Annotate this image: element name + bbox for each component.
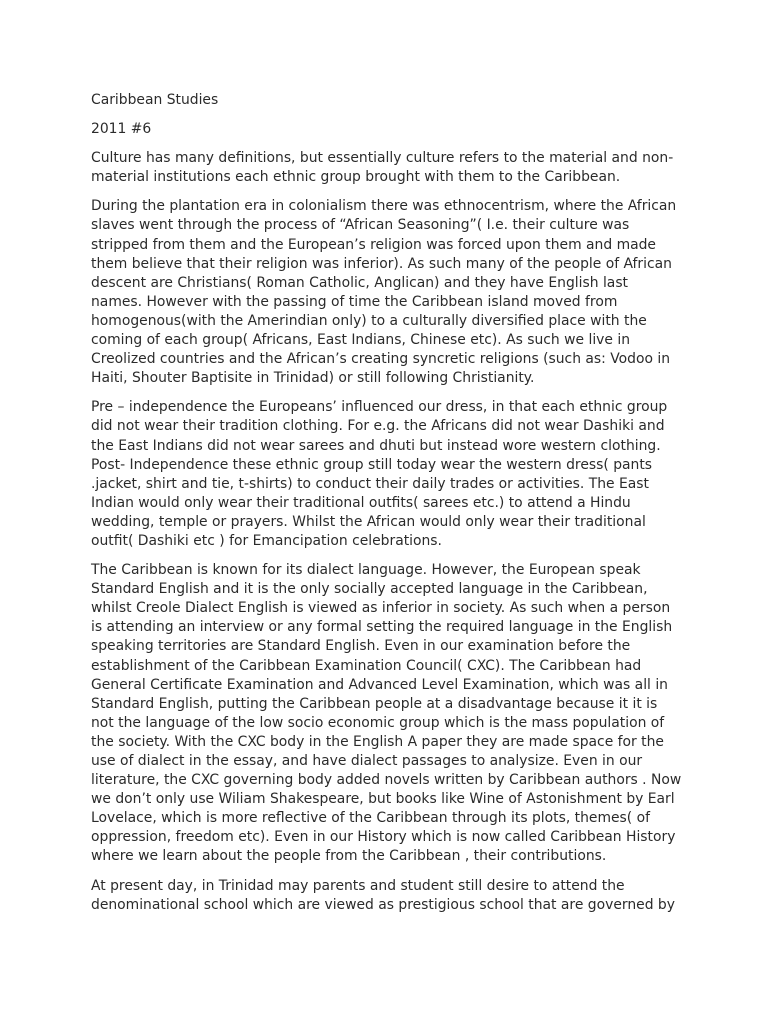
paragraph-line: names. However with the passing of time the Caribbean island moved from <box>91 293 618 310</box>
paragraph-line: the society. With the CXC body in the English A paper they are made space for the <box>91 733 664 750</box>
paragraph-line: them believe that their religion was inferior). As such many of the people of African <box>91 255 672 272</box>
paragraph-line: Pre – independence the Europeans’ influenced our dress, in that each ethnic group <box>91 399 668 416</box>
paragraph-line: During the plantation era in colonialism there was ethnocentrism, where the African <box>91 198 677 215</box>
paragraph-line: slaves went through the process of “African Seasoning”( I.e. their culture was <box>91 217 630 234</box>
paragraph-line: General Certificate Examination and Advanced Level Examination, which was all in <box>91 676 668 693</box>
paragraphs-container <box>91 149 689 915</box>
body-paragraph <box>91 197 689 388</box>
paragraph-line: Creolized countries and the African’s creating syncretic religions (such as: Vodoo in <box>91 351 671 368</box>
paragraph-line: did not wear their tradition clothing. For e.g. the Africans did not wear Dashiki and <box>91 418 665 435</box>
body-paragraph <box>91 149 689 187</box>
paragraph-line: establishment of the Caribbean Examination Council( CXC). The Caribbean had <box>91 657 642 674</box>
paragraph-line: stripped from them and the European’s religion was forced upon them and made <box>91 236 656 253</box>
paragraph-line: not the language of the low socio economic group which is the mass population of <box>91 714 665 731</box>
paragraph-line: speaking territories are Standard English. Even in our examination before the <box>91 638 631 655</box>
paragraph-line: literature, the CXC governing body added novels written by Caribbean authors . Now <box>91 772 682 789</box>
paragraph-line: wedding, temple or prayers. Whilst the African would only wear their traditional <box>91 513 646 530</box>
paragraph-line: the East Indians did not wear sarees and dhuti but instead wore western clothing. <box>91 437 661 454</box>
paragraph-line: descent are Christians( Roman Catholic, Anglican) and they have English last <box>91 274 628 291</box>
paragraph-line: denominational school which are viewed as prestigious school that are governed by <box>91 896 675 913</box>
paragraph-line: where we learn about the people from the Caribbean , their contributions. <box>91 848 607 865</box>
body-paragraph <box>91 877 689 915</box>
document-subtitle: 2011 #6 <box>91 121 152 138</box>
paragraph-line: oppression, freedom etc). Even in our History which is now called Caribbean History <box>91 829 676 846</box>
paragraph-line: Culture has many definitions, but essentially culture refers to the material and non- <box>91 150 674 167</box>
body-paragraph <box>91 561 689 867</box>
paragraph-line: we don’t only use Wiliam Shakespeare, but books like Wine of Astonishment by Earl <box>91 791 675 808</box>
paragraph-line: The Caribbean is known for its dialect language. However, the European speak <box>91 562 641 579</box>
paragraph-line: use of dialect in the essay, and have dialect passages to analysize. Even in our <box>91 753 643 769</box>
paragraph-line: Lovelace, which is more reflective of the Caribbean through its plots, themes( of <box>91 810 650 827</box>
paragraph-line: Standard English and it is the only socially accepted language in the Caribbean, <box>91 581 648 598</box>
paragraph-line: At present day, in Trinidad may parents and student still desire to attend the <box>91 877 625 894</box>
paragraph-line: material institutions each ethnic group brought with them to the Caribbean. <box>91 169 621 186</box>
paragraph-line: coming of each group( Africans, East Indians, Chinese etc). As such we live in <box>91 332 631 349</box>
paragraph-line: outfit( Dashiki etc ) for Emancipation celebrations. <box>91 532 442 549</box>
body-paragraph <box>91 398 689 551</box>
paragraph-line: Standard English, putting the Caribbean people at a disadvantage because it it is <box>91 695 658 712</box>
document-title: Caribbean Studies <box>91 92 219 108</box>
paragraph-line: whilst Creole Dialect English is viewed as inferior in society. As such when a person <box>91 600 671 617</box>
paragraph-line: Haiti, Shouter Baptisite in Trinidad) or still following Christianity. <box>91 370 535 387</box>
paragraph-line: Indian would only wear their traditional outfits( sarees etc.) to attend a Hindu <box>91 494 631 511</box>
document-body <box>91 91 689 925</box>
paragraph-line: Post- Independence these ethnic group still today wear the western dress( pants <box>91 456 653 473</box>
paragraph-line: homogenous(with the Amerindian only) to a culturally diversified place with the <box>91 312 647 329</box>
paragraph-line: .jacket, shirt and tie, t-shirts) to conduct their daily trades or activities. The East <box>91 475 649 492</box>
paragraph-line: is attending an interview or any formal setting the required language in the English <box>91 619 673 636</box>
